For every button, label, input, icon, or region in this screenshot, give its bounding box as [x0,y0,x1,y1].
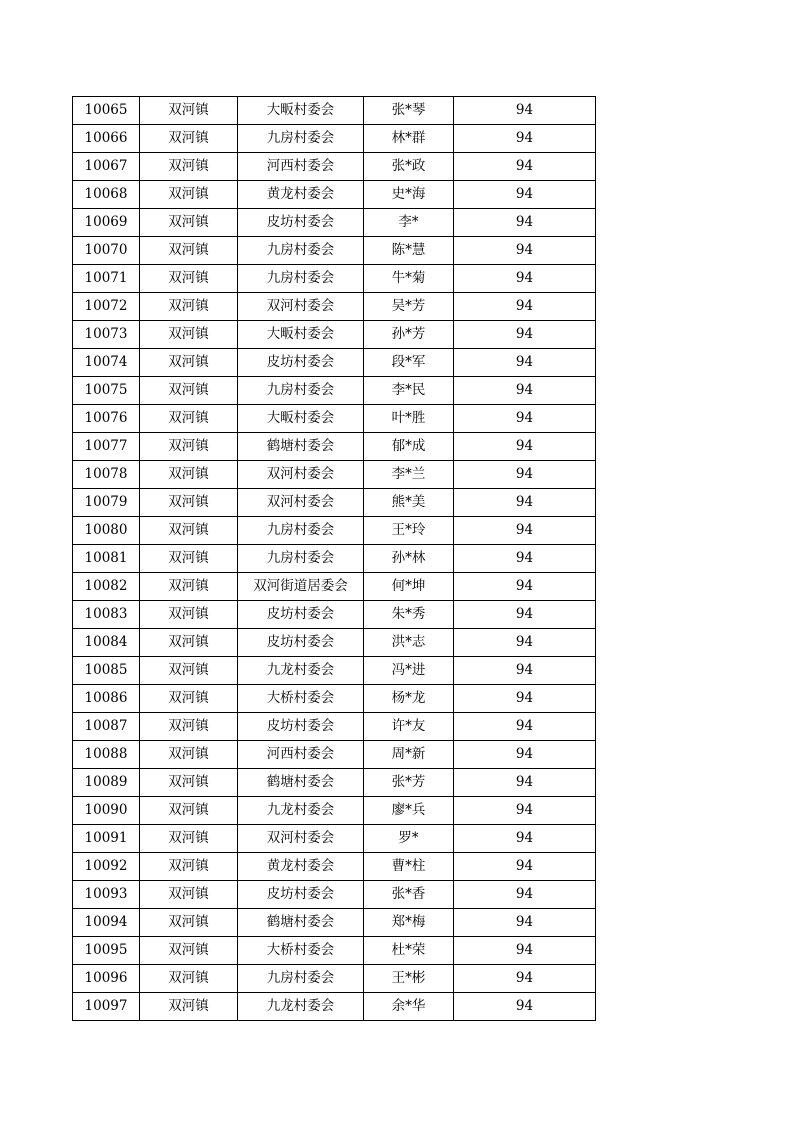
cell-village-committee: 鹤塘村委会 [238,433,364,461]
cell-name: 王*彬 [364,965,454,993]
cell-name: 张*琴 [364,97,454,125]
cell-village-committee: 九房村委会 [238,265,364,293]
cell-id: 10077 [73,433,140,461]
cell-town: 双河镇 [140,153,238,181]
cell-name: 朱*秀 [364,601,454,629]
cell-town: 双河镇 [140,181,238,209]
table-row [73,461,596,489]
table-row [73,181,596,209]
cell-town: 双河镇 [140,293,238,321]
cell-score: 94 [454,433,596,461]
cell-id: 10083 [73,601,140,629]
cell-name: 廖*兵 [364,797,454,825]
cell-village-committee: 鹤塘村委会 [238,769,364,797]
cell-id: 10072 [73,293,140,321]
cell-score: 94 [454,209,596,237]
cell-name: 叶*胜 [364,405,454,433]
cell-id: 10080 [73,517,140,545]
cell-id: 10066 [73,125,140,153]
cell-name: 孙*芳 [364,321,454,349]
cell-town: 双河镇 [140,965,238,993]
table-row [73,853,596,881]
cell-name: 周*新 [364,741,454,769]
table-row [73,489,596,517]
cell-village-committee: 河西村委会 [238,153,364,181]
cell-village-committee: 九房村委会 [238,377,364,405]
cell-name: 张*芳 [364,769,454,797]
table-row [73,965,596,993]
cell-id: 10095 [73,937,140,965]
cell-village-committee: 双河村委会 [238,293,364,321]
cell-score: 94 [454,601,596,629]
cell-town: 双河镇 [140,685,238,713]
cell-village-committee: 双河街道居委会 [238,573,364,601]
cell-name: 郑*梅 [364,909,454,937]
cell-village-committee: 九房村委会 [238,125,364,153]
cell-village-committee: 大畈村委会 [238,97,364,125]
table-row [73,713,596,741]
cell-name: 王*玲 [364,517,454,545]
cell-id: 10074 [73,349,140,377]
cell-town: 双河镇 [140,405,238,433]
cell-village-committee: 九房村委会 [238,237,364,265]
cell-id: 10082 [73,573,140,601]
table-row [73,573,596,601]
cell-score: 94 [454,909,596,937]
cell-village-committee: 双河村委会 [238,489,364,517]
cell-id: 10093 [73,881,140,909]
cell-id: 10090 [73,797,140,825]
table-row [73,825,596,853]
cell-village-committee: 双河村委会 [238,461,364,489]
cell-score: 94 [454,713,596,741]
cell-score: 94 [454,685,596,713]
table-row [73,265,596,293]
cell-id: 10097 [73,993,140,1021]
cell-name: 牛*菊 [364,265,454,293]
table-row [73,797,596,825]
cell-id: 10092 [73,853,140,881]
table-row [73,685,596,713]
cell-id: 10084 [73,629,140,657]
cell-village-committee: 大桥村委会 [238,937,364,965]
cell-id: 10085 [73,657,140,685]
cell-score: 94 [454,965,596,993]
table-row [73,405,596,433]
cell-score: 94 [454,629,596,657]
cell-name: 段*军 [364,349,454,377]
cell-village-committee: 九房村委会 [238,545,364,573]
cell-town: 双河镇 [140,97,238,125]
table-row [73,293,596,321]
table-row [73,769,596,797]
table-row [73,741,596,769]
cell-score: 94 [454,237,596,265]
cell-score: 94 [454,377,596,405]
cell-id: 10067 [73,153,140,181]
cell-score: 94 [454,825,596,853]
table-body [73,97,596,1021]
cell-score: 94 [454,741,596,769]
cell-town: 双河镇 [140,657,238,685]
cell-score: 94 [454,153,596,181]
table-row [73,125,596,153]
cell-name: 李* [364,209,454,237]
cell-id: 10071 [73,265,140,293]
cell-village-committee: 皮坊村委会 [238,629,364,657]
cell-town: 双河镇 [140,573,238,601]
data-table [72,96,596,1021]
cell-name: 冯*进 [364,657,454,685]
cell-name: 林*群 [364,125,454,153]
cell-name: 张*政 [364,153,454,181]
cell-village-committee: 鹤塘村委会 [238,909,364,937]
cell-village-committee: 双河村委会 [238,825,364,853]
cell-village-committee: 九龙村委会 [238,797,364,825]
cell-town: 双河镇 [140,909,238,937]
cell-village-committee: 九房村委会 [238,517,364,545]
cell-score: 94 [454,545,596,573]
cell-score: 94 [454,937,596,965]
cell-score: 94 [454,461,596,489]
cell-name: 陈*慧 [364,237,454,265]
table-row [73,601,596,629]
table-row [73,629,596,657]
cell-id: 10069 [73,209,140,237]
cell-town: 双河镇 [140,125,238,153]
cell-village-committee: 黄龙村委会 [238,853,364,881]
cell-id: 10096 [73,965,140,993]
cell-town: 双河镇 [140,601,238,629]
table-row [73,909,596,937]
table-row [73,377,596,405]
cell-id: 10081 [73,545,140,573]
cell-name: 史*海 [364,181,454,209]
cell-town: 双河镇 [140,713,238,741]
cell-town: 双河镇 [140,489,238,517]
cell-town: 双河镇 [140,797,238,825]
table-row [73,153,596,181]
cell-name: 郁*成 [364,433,454,461]
table-row [73,209,596,237]
cell-id: 10076 [73,405,140,433]
table-row [73,993,596,1021]
cell-village-committee: 大畈村委会 [238,405,364,433]
cell-town: 双河镇 [140,881,238,909]
table-row [73,237,596,265]
cell-name: 许*友 [364,713,454,741]
cell-score: 94 [454,181,596,209]
table-row [73,97,596,125]
table-row [73,937,596,965]
cell-village-committee: 大桥村委会 [238,685,364,713]
cell-town: 双河镇 [140,993,238,1021]
cell-town: 双河镇 [140,377,238,405]
cell-score: 94 [454,405,596,433]
cell-village-committee: 九房村委会 [238,965,364,993]
cell-name: 杜*荣 [364,937,454,965]
cell-score: 94 [454,797,596,825]
cell-town: 双河镇 [140,461,238,489]
cell-score: 94 [454,349,596,377]
cell-name: 李*兰 [364,461,454,489]
cell-score: 94 [454,489,596,517]
cell-id: 10068 [73,181,140,209]
cell-village-committee: 河西村委会 [238,741,364,769]
cell-village-committee: 黄龙村委会 [238,181,364,209]
cell-score: 94 [454,97,596,125]
table-row [73,881,596,909]
cell-id: 10079 [73,489,140,517]
cell-score: 94 [454,853,596,881]
cell-name: 杨*龙 [364,685,454,713]
cell-village-committee: 皮坊村委会 [238,881,364,909]
cell-village-committee: 九龙村委会 [238,993,364,1021]
cell-id: 10091 [73,825,140,853]
cell-score: 94 [454,657,596,685]
cell-town: 双河镇 [140,937,238,965]
cell-town: 双河镇 [140,209,238,237]
cell-village-committee: 皮坊村委会 [238,349,364,377]
cell-name: 熊*美 [364,489,454,517]
cell-id: 10094 [73,909,140,937]
table-row [73,545,596,573]
cell-name: 孙*林 [364,545,454,573]
cell-town: 双河镇 [140,825,238,853]
cell-town: 双河镇 [140,853,238,881]
cell-score: 94 [454,573,596,601]
cell-town: 双河镇 [140,321,238,349]
cell-id: 10065 [73,97,140,125]
table-row [73,349,596,377]
cell-village-committee: 皮坊村委会 [238,601,364,629]
cell-id: 10078 [73,461,140,489]
cell-score: 94 [454,993,596,1021]
cell-id: 10087 [73,713,140,741]
cell-score: 94 [454,293,596,321]
cell-name: 余*华 [364,993,454,1021]
cell-name: 何*坤 [364,573,454,601]
cell-name: 洪*志 [364,629,454,657]
cell-town: 双河镇 [140,517,238,545]
cell-id: 10086 [73,685,140,713]
cell-score: 94 [454,517,596,545]
cell-score: 94 [454,881,596,909]
cell-town: 双河镇 [140,769,238,797]
cell-id: 10075 [73,377,140,405]
cell-town: 双河镇 [140,237,238,265]
cell-town: 双河镇 [140,265,238,293]
cell-score: 94 [454,265,596,293]
cell-score: 94 [454,769,596,797]
cell-name: 曹*柱 [364,853,454,881]
cell-town: 双河镇 [140,629,238,657]
cell-id: 10088 [73,741,140,769]
cell-name: 李*民 [364,377,454,405]
table-row [73,657,596,685]
cell-score: 94 [454,125,596,153]
cell-village-committee: 皮坊村委会 [238,209,364,237]
cell-village-committee: 大畈村委会 [238,321,364,349]
cell-town: 双河镇 [140,349,238,377]
cell-name: 罗* [364,825,454,853]
cell-town: 双河镇 [140,433,238,461]
cell-id: 10089 [73,769,140,797]
cell-town: 双河镇 [140,545,238,573]
cell-id: 10070 [73,237,140,265]
table-row [73,321,596,349]
cell-name: 吴*芳 [364,293,454,321]
cell-id: 10073 [73,321,140,349]
cell-village-committee: 皮坊村委会 [238,713,364,741]
cell-village-committee: 九龙村委会 [238,657,364,685]
cell-town: 双河镇 [140,741,238,769]
table-row [73,433,596,461]
cell-score: 94 [454,321,596,349]
table-row [73,517,596,545]
cell-name: 张*香 [364,881,454,909]
